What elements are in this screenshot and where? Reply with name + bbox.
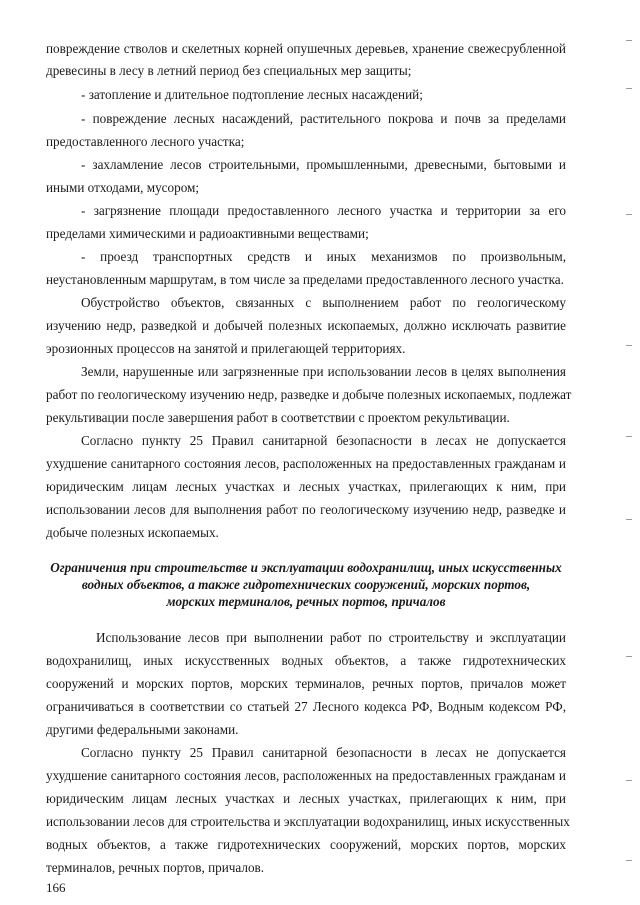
- text-line: - захламление лесов строительными, промышленными, древесными, бытовыми и: [81, 157, 566, 172]
- scan-edge-mark: [626, 656, 632, 657]
- section-heading-line: водных объектов, а также гидротехнических сооружений, морских портов,: [81, 577, 531, 592]
- text-line: юридическим лицам лесных участках и лесных участках, прилегающих к ним, при: [46, 791, 566, 806]
- text-line: - проезд транспортных средств и иных механизмов по произвольным,: [81, 249, 566, 264]
- text-line: юридическим лицам лесных участках и лесных участках, прилегающих к ним, при: [46, 479, 566, 494]
- text-line: сооружений и морских портов, морских терминалов, речных портов, причалов может: [46, 676, 566, 691]
- text-line: Согласно пункту 25 Правил санитарной безопасности в лесах не допускается: [81, 745, 566, 760]
- scan-edge-mark: [626, 214, 632, 215]
- text-line: пределами химическими и радиоактивными веществами;: [46, 226, 369, 241]
- text-line: древесины в лесу в летний период без специальных мер защиты;: [46, 63, 412, 78]
- text-line: повреждение стволов и скелетных корней опушечных деревьев, хранение свежесрубленной: [46, 41, 566, 56]
- scan-edge-mark: [626, 88, 632, 89]
- text-line: работ по геологическому изучению недр, разведке и добыче полезных ископаемых, подлежат: [46, 387, 572, 402]
- text-line: использовании лесов для выполнения работ по геологическому изучению недр, разведке и: [46, 502, 566, 517]
- text-line: Земли, нарушенные или загрязненные при использовании лесов в целях выполнения: [81, 364, 566, 379]
- text-line: добыче полезных ископаемых.: [46, 525, 219, 540]
- text-line: другими федеральными законами.: [46, 722, 239, 737]
- text-line: предоставленного лесного участка;: [46, 134, 245, 149]
- scan-edge-mark: [626, 860, 632, 861]
- scan-edge-mark: [626, 345, 632, 346]
- text-line: Использование лесов при выполнении работ по строительству и эксплуатации: [96, 630, 566, 645]
- text-line: - затопление и длительное подтопление лесных насаждений;: [81, 87, 423, 102]
- scan-edge-mark: [626, 436, 632, 437]
- text-line: водных объектов, а также гидротехнических сооружений, морских портов, морских: [46, 837, 566, 852]
- text-line: эрозионных процессов на занятой и прилегающей территориях.: [46, 341, 406, 356]
- text-line: Согласно пункту 25 Правил санитарной безопасности в лесах не допускается: [81, 433, 566, 448]
- text-line: - повреждение лесных насаждений, растительного покрова и почв за пределами: [81, 111, 566, 126]
- text-line: водохранилищ, иных искусственных водных объектов, а также гидротехнических: [46, 653, 566, 668]
- text-line: ограничиваться в соответствии со статьей 27 Лесного кодекса РФ, Водным кодексом РФ,: [46, 699, 566, 714]
- text-line: иными отходами, мусором;: [46, 180, 200, 195]
- scan-edge-mark: [626, 780, 632, 781]
- page-number: 166: [46, 880, 66, 895]
- text-line: рекультивации после завершения работ в соответствии с проектом рекультивации.: [46, 410, 510, 425]
- text-line: неустановленным маршрутам, в том числе за пределами предоставленного лесного участка.: [46, 272, 564, 287]
- section-heading-line: морских терминалов, речных портов, причалов: [166, 594, 446, 609]
- text-line: Обустройство объектов, связанных с выполнением работ по геологическому: [81, 295, 566, 310]
- scan-edge-mark: [626, 40, 632, 41]
- scan-edge-mark: [626, 519, 632, 520]
- text-line: - загрязнение площади предоставленного лесного участка и территории за его: [81, 203, 566, 218]
- text-line: использовании лесов для строительства и эксплуатации водохранилищ, иных искусственных: [46, 814, 570, 829]
- text-line: изучению недр, разведкой и добычей полезных ископаемых, должно исключать развитие: [46, 318, 566, 333]
- section-heading-line: Ограничения при строительстве и эксплуатации водохранилищ, иных искусственных: [50, 560, 562, 575]
- text-line: терминалов, речных портов, причалов.: [46, 860, 265, 875]
- text-line: ухудшение санитарного состояния лесов, расположенных на предоставленных гражданам и: [46, 768, 566, 783]
- text-line: ухудшение санитарного состояния лесов, расположенных на предоставленных гражданам и: [46, 456, 566, 471]
